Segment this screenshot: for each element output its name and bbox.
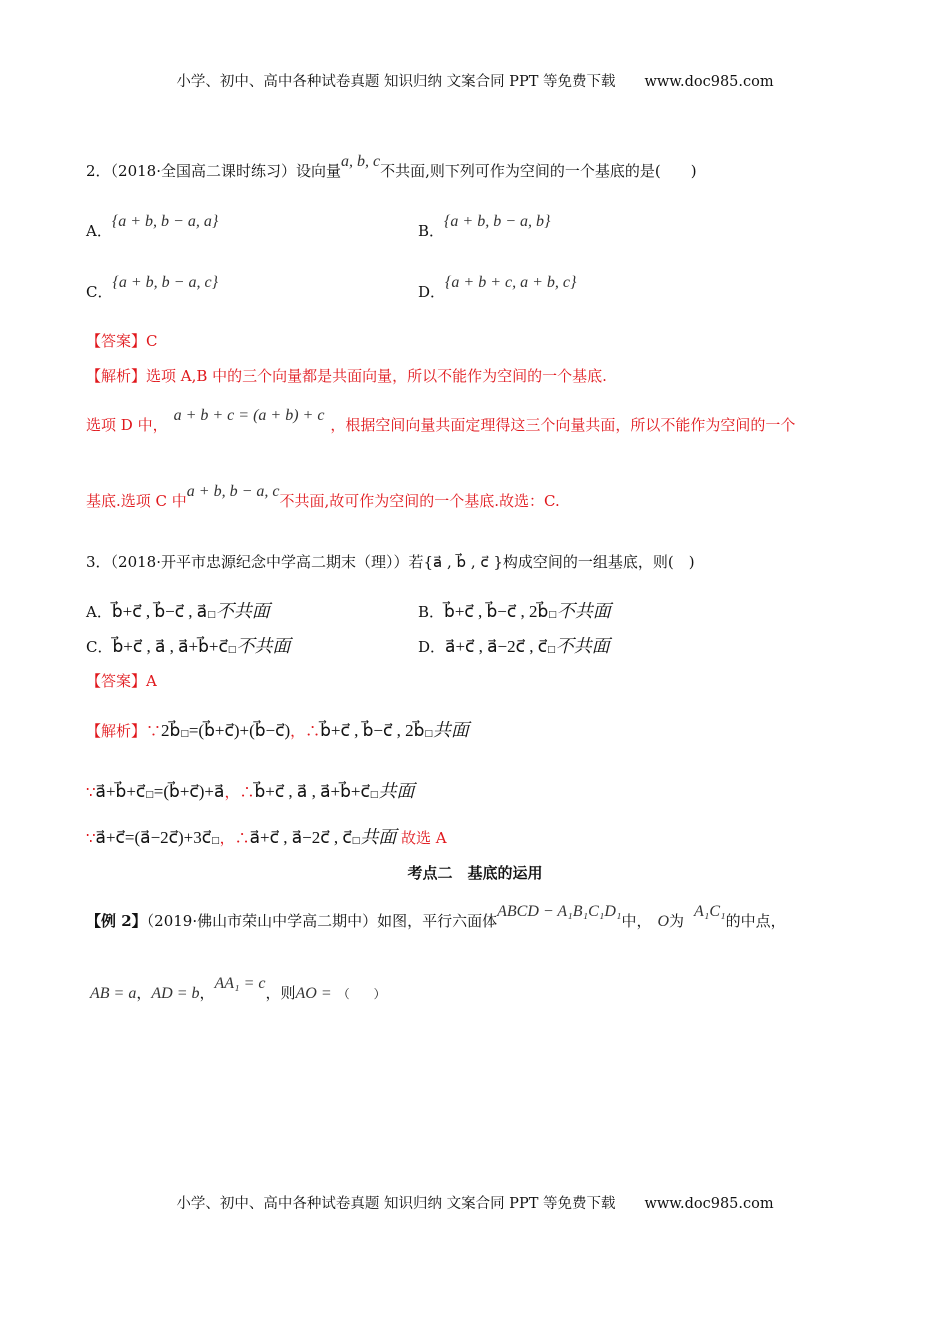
math: a⃗+b⃗+c⃗ [95, 782, 146, 801]
option-math: b⃗+c⃗ , b⃗−c⃗ , a⃗ [111, 602, 208, 621]
option-math: {a + b + c, a + b, c} [445, 274, 577, 291]
text: ， [199, 984, 215, 1002]
math: b⃗+c⃗ , b⃗−c⃗ , 2b⃗ [320, 721, 425, 740]
math: 2b⃗ [161, 721, 181, 740]
q2-analysis-3 [86, 483, 560, 511]
q2-analysis-1: 【解析】选项 A,B 中的三个向量都是共面向量，所以不能作为空间的一个基底. [86, 367, 607, 385]
page-footer: 小学、初中、高中各种试卷真题 知识归纳 文案合同 PPT 等免费下载 www.doc985.com [176, 1196, 774, 1212]
option-label: D． [418, 283, 446, 301]
option-math: b⃗+c⃗ , b⃗−c⃗ , 2b⃗ [444, 602, 549, 621]
text: 基底.选项 C 中 [86, 492, 187, 510]
section-title: 考点二 基底的运用 [407, 864, 543, 882]
therefore: ，∴ [224, 783, 255, 801]
answer-blank: （ ） [337, 987, 386, 1001]
option-label: C． [86, 283, 113, 301]
example-2-stem [86, 903, 786, 931]
option-math: a⃗+c⃗ , a⃗−2c⃗ , c⃗ [445, 637, 548, 656]
text: ， [136, 984, 152, 1002]
q3-option-a: A．b⃗+c⃗ , b⃗−c⃗ , a⃗□不共面 [86, 601, 270, 622]
text: 选项 D 中， [86, 416, 168, 434]
math: ABCD − A₁B₁C₁D₁ [497, 903, 622, 920]
option-math: {a + b, b − a, b} [444, 213, 551, 230]
q3-stem: 3．（2018·开平市忠源纪念中学高二期末（理））若{a⃗ , b⃗ , c⃗ }构成空间的一组基底，则( ) [86, 553, 695, 571]
q2-option-c [86, 274, 218, 302]
option-tail: 不共面 [236, 636, 291, 657]
math: O [657, 913, 670, 930]
q2-stem [86, 153, 697, 181]
math: b⃗+c⃗ , a⃗ , a⃗+b⃗+c⃗ [254, 782, 370, 801]
text: 中， [621, 912, 652, 930]
q3-answer: 【答案】A [86, 672, 157, 690]
q2-option-a [86, 213, 219, 241]
math: AB = a [90, 985, 137, 1002]
option-label: B． [418, 603, 445, 621]
math: AA₁ = c [214, 975, 266, 992]
example-label: 【例 2】 [86, 912, 147, 930]
q3-option-d: D．a⃗+c⃗ , a⃗−2c⃗ , c⃗□不共面 [418, 636, 610, 657]
option-label: A． [86, 222, 112, 240]
because: ∵ [146, 722, 162, 740]
text: 为 [669, 912, 685, 930]
because: ∵ [86, 829, 96, 847]
math: a + b + c = (a + b) + c [173, 407, 325, 424]
option-label: B． [418, 222, 445, 240]
math: =(b⃗+c⃗)+(b⃗−c⃗) [188, 721, 291, 740]
text: 的中点， [725, 912, 786, 930]
q3-option-b: B．b⃗+c⃗ , b⃗−c⃗ , 2b⃗□不共面 [418, 601, 611, 622]
tail: 共面 [378, 781, 415, 802]
math: AD = b [151, 985, 200, 1002]
q2-stem-math: a, b, c [341, 153, 381, 170]
q3-option-c: C．b⃗+c⃗ , a⃗ , a⃗+b⃗+c⃗□不共面 [86, 636, 291, 657]
option-tail: 不共面 [215, 601, 270, 622]
math: AO = [295, 985, 332, 1002]
math: A₁C₁ [694, 903, 726, 920]
math: a + b, b − a, c [186, 483, 280, 500]
option-tail: 不共面 [556, 601, 611, 622]
option-label: A． [86, 603, 112, 621]
q3-analysis-3: ∵a⃗+c⃗=(a⃗−2c⃗)+3c⃗□，∴a⃗+c⃗ , a⃗−2c⃗ , c⃗□共面 故选 A [86, 827, 447, 848]
option-label: C． [86, 638, 113, 656]
q3-analysis-1: 【解析】∵2b⃗□=(b⃗+c⃗)+(b⃗−c⃗)，∴b⃗+c⃗ , b⃗−c⃗ , 2b⃗□共面 [86, 720, 469, 741]
therefore: ，∴ [219, 829, 250, 847]
page-header: 小学、初中、高中各种试卷真题 知识归纳 文案合同 PPT 等免费下载 www.doc985.com [176, 74, 774, 90]
q3-analysis-2: ∵a⃗+b⃗+c⃗□=(b⃗+c⃗)+a⃗，∴b⃗+c⃗ , a⃗ , a⃗+b⃗+c⃗□共面 [86, 781, 415, 802]
text: ，则 [265, 984, 296, 1002]
q2-stem-text-end: 不共面,则下列可作为空间的一个基底的是( ) [380, 162, 697, 180]
q2-answer: 【答案】C [86, 332, 158, 350]
math: =(b⃗+c⃗)+a⃗ [153, 782, 225, 801]
q2-option-d [418, 274, 577, 302]
option-tail: 不共面 [555, 636, 610, 657]
because: ∵ [86, 783, 96, 801]
analysis-label: 【解析】 [86, 722, 147, 740]
option-label: D． [418, 638, 446, 656]
math: a⃗+c⃗=(a⃗−2c⃗)+3c⃗ [95, 828, 212, 847]
option-math: b⃗+c⃗ , a⃗ , a⃗+b⃗+c⃗ [112, 637, 228, 656]
text: （2019·佛山市荣山中学高二期中）如图，平行六面体 [146, 912, 498, 930]
q2-analysis-2 [86, 407, 796, 435]
tail: 共面 [432, 720, 469, 741]
q2-stem-text: 2．（2018·全国高二课时练习）设向量 [86, 162, 341, 180]
conclusion: 故选 A [396, 829, 447, 847]
option-math: {a + b, b − a, a} [111, 213, 219, 230]
therefore: ，∴ [290, 722, 321, 740]
text: ，根据空间向量共面定理得这三个向量共面，所以不能作为空间的一个 [330, 416, 796, 434]
tail: 共面 [360, 827, 397, 848]
q2-option-b [418, 213, 551, 241]
example-2-conditions [90, 975, 386, 1003]
math: a⃗+c⃗ , a⃗−2c⃗ , c⃗ [249, 828, 352, 847]
option-math: {a + b, b − a, c} [112, 274, 218, 291]
text: 不共面,故可作为空间的一个基底.故选：C. [279, 492, 560, 510]
